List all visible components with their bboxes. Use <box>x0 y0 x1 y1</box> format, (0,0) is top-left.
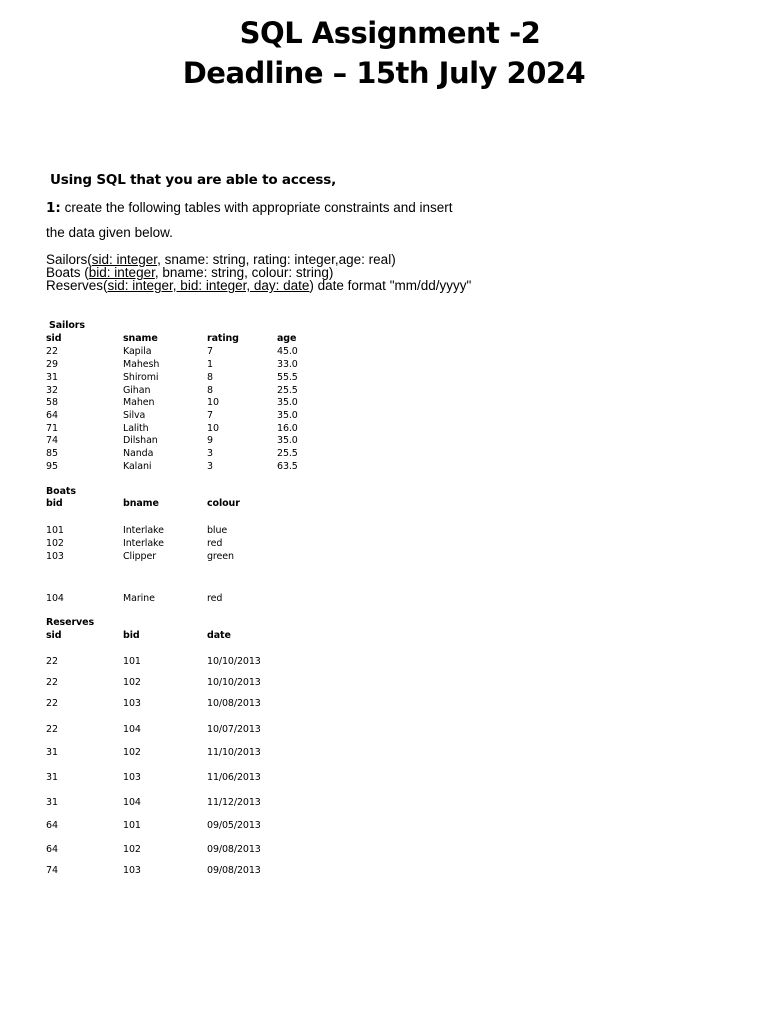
boats-header-bid: bid <box>46 498 63 509</box>
sailors-header-sid: sid <box>46 333 62 344</box>
schema-boats-key: bid: integer <box>88 265 155 280</box>
boats-cell-bname: Marine <box>123 593 155 604</box>
intro-text: Using SQL that you are able to access, <box>50 172 336 188</box>
boats-cell-colour: red <box>207 538 223 549</box>
sailors-cell-sname: Kalani <box>123 461 152 472</box>
reserves-cell-sid: 22 <box>46 656 58 667</box>
sailors-cell-age: 35.0 <box>277 410 298 421</box>
sailors-cell-sid: 64 <box>46 410 58 421</box>
sailors-table-label: Sailors <box>49 320 85 331</box>
reserves-table-label: Reserves <box>46 617 95 628</box>
sailors-cell-rating: 9 <box>207 435 213 446</box>
sailors-cell-sid: 22 <box>46 346 58 357</box>
sailors-cell-sid: 95 <box>46 461 58 472</box>
boats-cell-colour: blue <box>207 525 228 536</box>
sailors-cell-rating: 7 <box>207 346 213 357</box>
boats-table-label: Boats <box>46 486 76 497</box>
reserves-cell-date: 10/08/2013 <box>207 698 261 709</box>
schema-sailors-key: sid: integer <box>91 252 158 267</box>
reserves-cell-date: 09/08/2013 <box>207 865 261 876</box>
sailors-cell-age: 35.0 <box>277 397 298 408</box>
sailors-cell-rating: 3 <box>207 448 213 459</box>
schema-reserves <box>46 280 471 292</box>
reserves-header-bid: bid <box>123 630 140 641</box>
reserves-cell-bid: 104 <box>123 797 141 808</box>
sailors-cell-sid: 32 <box>46 385 58 396</box>
reserves-cell-bid: 101 <box>123 656 141 667</box>
reserves-header-sid: sid <box>46 630 62 641</box>
sailors-cell-age: 25.5 <box>277 448 298 459</box>
reserves-cell-bid: 103 <box>123 698 141 709</box>
boats-cell-bid: 103 <box>46 551 64 562</box>
reserves-cell-sid: 64 <box>46 844 58 855</box>
schema-sailors-prefix: Sailors( <box>46 252 92 267</box>
sailors-cell-sid: 31 <box>46 372 58 383</box>
sailors-cell-sname: Lalith <box>123 423 149 434</box>
boats-cell-bname: Clipper <box>123 551 157 562</box>
schema-reserves-key: sid: integer, bid: integer, day: date <box>107 278 310 293</box>
sailors-cell-sid: 74 <box>46 435 58 446</box>
sailors-cell-rating: 8 <box>207 372 213 383</box>
schema-reserves-rest: ) date format "mm/dd/yyyy" <box>309 278 472 293</box>
reserves-cell-sid: 22 <box>46 724 58 735</box>
sailors-cell-sid: 71 <box>46 423 58 434</box>
sailors-cell-rating: 8 <box>207 385 213 396</box>
reserves-cell-bid: 104 <box>123 724 141 735</box>
reserves-cell-bid: 103 <box>123 865 141 876</box>
sailors-cell-age: 25.5 <box>277 385 298 396</box>
reserves-cell-sid: 64 <box>46 820 58 831</box>
sailors-cell-rating: 1 <box>207 359 213 370</box>
question-line-1 <box>46 200 453 216</box>
reserves-cell-sid: 22 <box>46 698 58 709</box>
sailors-header-age: age <box>277 333 297 344</box>
reserves-cell-bid: 102 <box>123 677 141 688</box>
reserves-cell-bid: 102 <box>123 844 141 855</box>
boats-cell-bid: 101 <box>46 525 64 536</box>
boats-cell-bname: Interlake <box>123 538 164 549</box>
sailors-cell-age: 16.0 <box>277 423 298 434</box>
sailors-cell-sname: Dilshan <box>123 435 158 446</box>
sailors-cell-sname: Mahesh <box>123 359 160 370</box>
schema-boats-rest: , bname: string, colour: string) <box>154 265 334 280</box>
boats-cell-colour: green <box>207 551 234 562</box>
sailors-cell-sname: Mahen <box>123 397 155 408</box>
schema-sailors-rest: , sname: string, rating: integer,age: real) <box>157 252 396 267</box>
reserves-cell-date: 11/10/2013 <box>207 747 261 758</box>
sailors-cell-sname: Kapila <box>123 346 152 357</box>
deadline: Deadline – 15th July 2024 <box>182 56 586 90</box>
reserves-cell-sid: 31 <box>46 772 58 783</box>
boats-header-bname: bname <box>123 498 159 509</box>
boats-header-colour: colour <box>207 498 240 509</box>
reserves-cell-date: 10/10/2013 <box>207 677 261 688</box>
sailors-cell-rating: 10 <box>207 423 219 434</box>
sailors-cell-age: 55.5 <box>277 372 298 383</box>
sailors-cell-sname: Gihan <box>123 385 151 396</box>
reserves-cell-date: 10/07/2013 <box>207 724 261 735</box>
reserves-cell-date: 10/10/2013 <box>207 656 261 667</box>
reserves-cell-bid: 102 <box>123 747 141 758</box>
reserves-cell-bid: 103 <box>123 772 141 783</box>
reserves-cell-date: 09/08/2013 <box>207 844 261 855</box>
reserves-cell-sid: 74 <box>46 865 58 876</box>
page-title: SQL Assignment -2 <box>239 16 541 50</box>
sailors-header-sname: sname <box>123 333 158 344</box>
question-number: 1: <box>46 200 61 216</box>
schema-boats-prefix: Boats ( <box>46 265 89 280</box>
sailors-cell-age: 45.0 <box>277 346 298 357</box>
sailors-cell-rating: 3 <box>207 461 213 472</box>
sailors-cell-sid: 58 <box>46 397 58 408</box>
sailors-cell-rating: 10 <box>207 397 219 408</box>
reserves-header-date: date <box>207 630 231 641</box>
sailors-cell-rating: 7 <box>207 410 213 421</box>
schema-reserves-prefix: Reserves( <box>46 278 108 293</box>
boats-cell-bid: 104 <box>46 593 64 604</box>
reserves-cell-sid: 31 <box>46 747 58 758</box>
boats-cell-bname: Interlake <box>123 525 164 536</box>
sailors-header-rating: rating <box>207 333 239 344</box>
reserves-cell-sid: 22 <box>46 677 58 688</box>
sailors-cell-age: 63.5 <box>277 461 298 472</box>
sailors-cell-sid: 29 <box>46 359 58 370</box>
sailors-cell-sname: Silva <box>123 410 146 421</box>
reserves-cell-bid: 101 <box>123 820 141 831</box>
reserves-cell-date: 09/05/2013 <box>207 820 261 831</box>
boats-cell-colour: red <box>207 593 223 604</box>
question-text: create the following tables with appropriate constraints and insert <box>64 200 453 215</box>
sailors-cell-sname: Nanda <box>123 448 154 459</box>
question-line-2: the data given below. <box>46 225 173 240</box>
boats-cell-bid: 102 <box>46 538 64 549</box>
sailors-cell-age: 33.0 <box>277 359 298 370</box>
reserves-cell-date: 11/12/2013 <box>207 797 261 808</box>
reserves-cell-date: 11/06/2013 <box>207 772 261 783</box>
reserves-cell-sid: 31 <box>46 797 58 808</box>
sailors-cell-sid: 85 <box>46 448 58 459</box>
sailors-cell-age: 35.0 <box>277 435 298 446</box>
sailors-cell-sname: Shiromi <box>123 372 159 383</box>
